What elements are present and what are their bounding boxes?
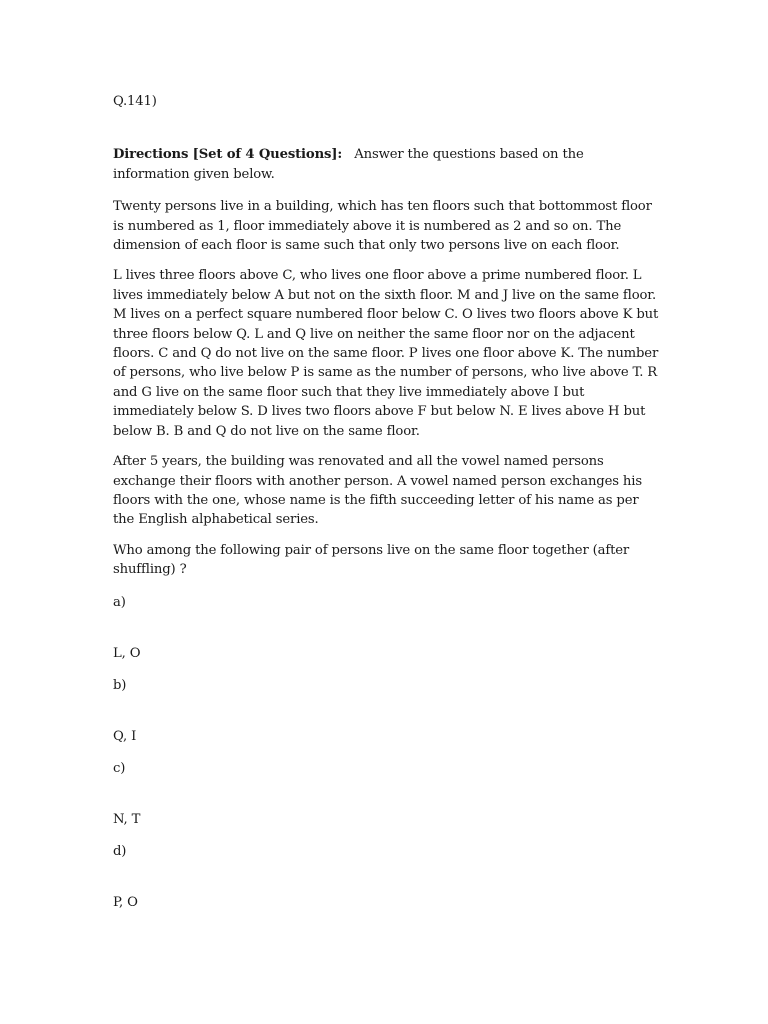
question-number: Q.141) [113,94,157,109]
option-a-letter[interactable]: a) [113,594,126,610]
directions-label: Directions [Set of 4 Questions]: [113,147,343,163]
directions-text: Answer the questions based on the information given below. [113,147,584,182]
question-text: Who among the following pair of persons live on the same floor together (after shuffling) ? [113,542,630,578]
directions [113,145,661,184]
paragraph-renovation: After 5 years, the building was renovated and all the vowel named persons exchange their floors with another person. A vowel named person exchanges his floors with the one, whose name is the fifth succeeding letter of his name as per the English alphabetical series. [113,454,642,528]
option-b-letter[interactable]: b) [113,677,127,693]
option-b-text[interactable]: Q, I [113,728,137,744]
option-c-text[interactable]: N, T [113,811,141,827]
question-page [113,92,661,912]
paragraph-conditions: L lives three floors above C, who lives one floor above a prime numbered floor. L lives immediately below A but not on the sixth floor. M and J live on the same floor. M lives on a perfect square numbered floor below C. O lives two floors above K but three floors below Q. L and Q live on neither the same floor nor on the adjacent floors. C and Q do not live on the same floor. P lives one floor above K. The number of persons, who live below P is same as the number of persons, who live above T. R and G live on the same floor such that they live immediately above I but immediately below S. D lives two floors above F but below N. E lives above H but below B. B and Q do not live on the same floor. [113,268,659,439]
option-d-letter[interactable]: d) [113,843,127,859]
option-a-text[interactable]: L, O [113,645,141,661]
paragraph-intro: Twenty persons live in a building, which has ten floors such that bottommost floor is numbered as 1, floor immediately above it is numbered as 2 and so on. The dimension of each floor is same such that only two persons live on each floor. [113,199,652,254]
answer-options [113,593,661,912]
option-d-text[interactable]: P, O [113,894,138,910]
option-c-letter[interactable]: c) [113,760,126,776]
